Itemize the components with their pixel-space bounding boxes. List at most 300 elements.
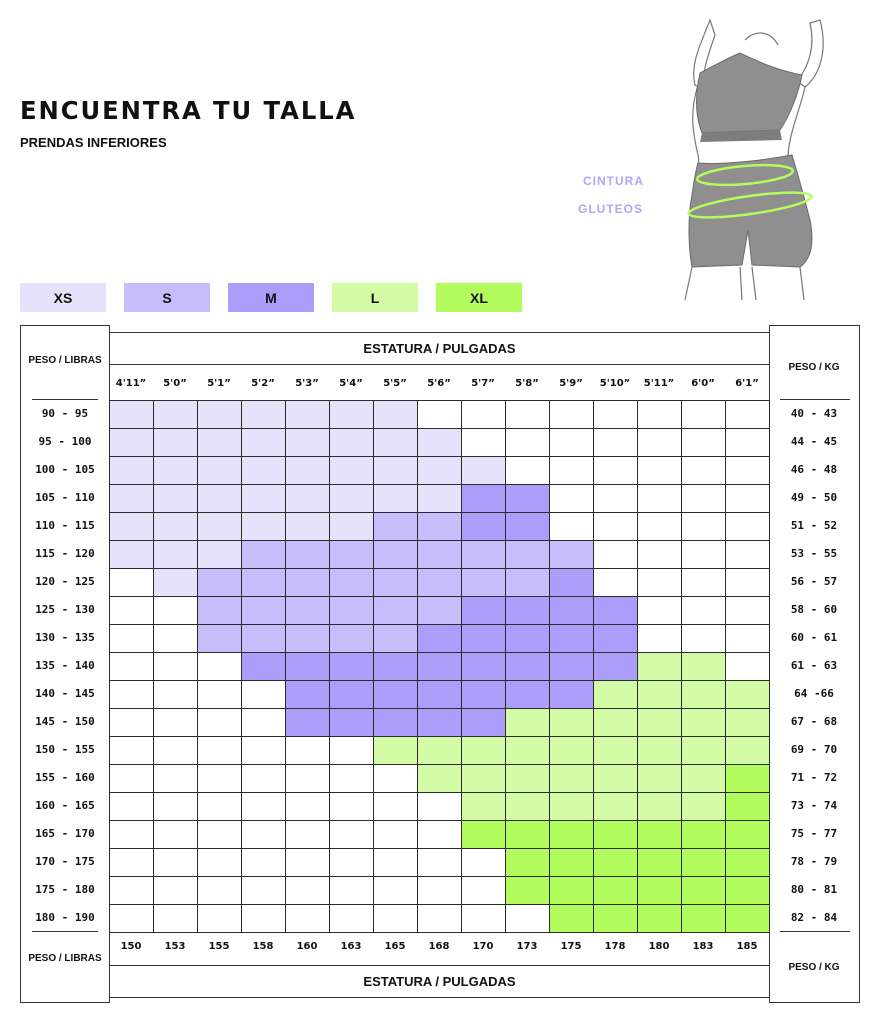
- size-cell: [550, 793, 594, 821]
- size-cell: [110, 877, 154, 905]
- top-height-header: ESTATURA / PULGADAS: [109, 332, 770, 365]
- size-cell: [462, 653, 506, 681]
- size-cell: [330, 569, 374, 597]
- size-cell: [506, 569, 550, 597]
- size-cell: [286, 681, 330, 709]
- size-cell: [242, 597, 286, 625]
- size-cell: [682, 793, 726, 821]
- size-cell: [594, 877, 638, 905]
- legend-xs: XS: [20, 283, 106, 312]
- size-cell: [374, 793, 418, 821]
- size-cell: [550, 821, 594, 849]
- size-cell: [682, 681, 726, 709]
- height-cm-label: 168: [428, 941, 450, 952]
- size-cell: [110, 849, 154, 877]
- height-inch-label: 6'1”: [735, 378, 759, 389]
- size-cell: [594, 569, 638, 597]
- size-cell: [110, 681, 154, 709]
- size-cell: [638, 821, 682, 849]
- size-cell: [110, 429, 154, 457]
- weight-lb-label: 145 - 150: [35, 715, 95, 728]
- size-cell: [110, 709, 154, 737]
- size-cell: [110, 485, 154, 513]
- size-cell: [242, 401, 286, 429]
- size-cell: [682, 513, 726, 541]
- height-inch-label: 5'1”: [207, 378, 231, 389]
- size-cell: [550, 625, 594, 653]
- size-cell: [462, 401, 506, 429]
- size-cell: [110, 541, 154, 569]
- weight-kg-label: 67 - 68: [790, 715, 838, 728]
- weight-lb-label: 115 - 120: [35, 547, 95, 560]
- size-cell: [242, 513, 286, 541]
- size-cell: [330, 905, 374, 933]
- size-cell: [418, 737, 462, 765]
- size-cell: [418, 905, 462, 933]
- size-cell: [418, 765, 462, 793]
- size-cell: [638, 793, 682, 821]
- size-cell: [198, 513, 242, 541]
- size-cell: [506, 737, 550, 765]
- size-cell: [286, 597, 330, 625]
- size-cell: [198, 569, 242, 597]
- size-cell: [374, 513, 418, 541]
- weight-lb-label: 155 - 160: [35, 771, 95, 784]
- size-cell: [110, 569, 154, 597]
- size-cell: [374, 597, 418, 625]
- size-cell: [594, 709, 638, 737]
- size-cell: [374, 653, 418, 681]
- size-cell: [638, 765, 682, 793]
- height-cm-label: 158: [252, 941, 274, 952]
- size-cell: [462, 569, 506, 597]
- size-cell: [682, 765, 726, 793]
- size-cell: [374, 541, 418, 569]
- size-cell: [198, 653, 242, 681]
- size-cell: [286, 485, 330, 513]
- size-cell: [242, 457, 286, 485]
- size-cell: [506, 905, 550, 933]
- size-cell: [726, 765, 770, 793]
- weight-kg-label: 78 - 79: [790, 855, 838, 868]
- size-cell: [682, 597, 726, 625]
- size-cell: [242, 653, 286, 681]
- size-cell: [506, 709, 550, 737]
- left-top-header: PESO / LIBRAS: [28, 355, 102, 366]
- height-cm-label: 185: [736, 941, 758, 952]
- size-cell: [198, 849, 242, 877]
- size-cell: [506, 485, 550, 513]
- weight-kg-label: 56 - 57: [790, 575, 838, 588]
- size-cell: [594, 625, 638, 653]
- size-cell: [154, 401, 198, 429]
- size-cell: [638, 485, 682, 513]
- size-cell: [594, 513, 638, 541]
- size-cell: [330, 401, 374, 429]
- size-cell: [462, 457, 506, 485]
- size-cell: [154, 681, 198, 709]
- size-cell: [154, 709, 198, 737]
- size-cell: [198, 485, 242, 513]
- size-cell: [198, 429, 242, 457]
- body-figure-illustration: [670, 15, 840, 300]
- size-cell: [682, 625, 726, 653]
- size-cell: [550, 429, 594, 457]
- height-inch-label: 5'10”: [599, 378, 631, 389]
- size-cell: [110, 765, 154, 793]
- size-cell: [506, 821, 550, 849]
- size-cell: [330, 821, 374, 849]
- weight-kg-label: 71 - 72: [790, 771, 838, 784]
- size-cell: [198, 457, 242, 485]
- size-cell: [726, 905, 770, 933]
- size-cell: [374, 849, 418, 877]
- size-cell: [594, 485, 638, 513]
- legend-s: S: [124, 283, 210, 312]
- size-cell: [286, 541, 330, 569]
- size-cell: [462, 765, 506, 793]
- height-inch-label: 5'9”: [559, 378, 583, 389]
- size-cell: [286, 793, 330, 821]
- size-cell: [242, 765, 286, 793]
- size-cell: [154, 569, 198, 597]
- weight-kg-label: 46 - 48: [790, 463, 838, 476]
- size-cell: [594, 681, 638, 709]
- size-cell: [638, 737, 682, 765]
- size-cell: [726, 401, 770, 429]
- size-cell: [462, 821, 506, 849]
- size-cell: [242, 905, 286, 933]
- weight-kg-label: 44 - 45: [790, 435, 838, 448]
- weight-lb-label: 170 - 175: [35, 855, 95, 868]
- size-cell: [506, 793, 550, 821]
- height-inch-label: 5'5”: [383, 378, 407, 389]
- size-cell: [198, 877, 242, 905]
- size-cell: [330, 597, 374, 625]
- size-cell: [154, 429, 198, 457]
- size-cell: [418, 709, 462, 737]
- height-cm-label: 175: [560, 941, 582, 952]
- size-cell: [550, 457, 594, 485]
- size-cell: [110, 793, 154, 821]
- size-cell: [506, 681, 550, 709]
- weight-kg-label: 53 - 55: [790, 547, 838, 560]
- legend-l: L: [332, 283, 418, 312]
- size-cell: [286, 905, 330, 933]
- size-cell: [682, 541, 726, 569]
- size-cell: [110, 821, 154, 849]
- size-cell: [154, 653, 198, 681]
- size-cell: [374, 709, 418, 737]
- size-cell: [418, 653, 462, 681]
- size-cell: [110, 905, 154, 933]
- height-cm-label: 178: [604, 941, 626, 952]
- size-cell: [462, 625, 506, 653]
- size-cell: [550, 905, 594, 933]
- size-cell: [198, 541, 242, 569]
- size-cell: [506, 541, 550, 569]
- size-cell: [506, 877, 550, 905]
- size-cell: [682, 737, 726, 765]
- size-cell: [198, 597, 242, 625]
- size-cell: [418, 569, 462, 597]
- size-cell: [638, 849, 682, 877]
- size-cell: [110, 625, 154, 653]
- size-cell: [726, 821, 770, 849]
- size-cell: [638, 513, 682, 541]
- size-cell: [286, 653, 330, 681]
- size-cell: [198, 793, 242, 821]
- cintura-label: CINTURA: [583, 174, 644, 188]
- weight-lb-label: 175 - 180: [35, 883, 95, 896]
- size-cell: [110, 597, 154, 625]
- legend-m: M: [228, 283, 314, 312]
- size-cell: [682, 709, 726, 737]
- weight-kg-label: 75 - 77: [790, 827, 838, 840]
- weight-kg-label: 64 -66: [794, 687, 834, 700]
- size-cell: [286, 709, 330, 737]
- size-cell: [682, 401, 726, 429]
- size-cell: [594, 821, 638, 849]
- size-cell: [198, 401, 242, 429]
- size-cell: [682, 849, 726, 877]
- bottom-height-header: ESTATURA / PULGADAS: [109, 965, 770, 998]
- size-cell: [550, 569, 594, 597]
- height-cm-label: 165: [384, 941, 406, 952]
- size-cell: [330, 877, 374, 905]
- weight-kg-label: 40 - 43: [790, 407, 838, 420]
- size-cell: [462, 737, 506, 765]
- size-cell: [330, 849, 374, 877]
- size-cell: [242, 485, 286, 513]
- size-cell: [682, 653, 726, 681]
- size-cell: [550, 597, 594, 625]
- size-cell: [638, 709, 682, 737]
- size-cell: [726, 625, 770, 653]
- size-cell: [374, 429, 418, 457]
- size-cell: [374, 625, 418, 653]
- size-cell: [638, 541, 682, 569]
- weight-kg-label: 80 - 81: [790, 883, 838, 896]
- size-cell: [330, 709, 374, 737]
- size-cell: [330, 625, 374, 653]
- weight-lb-label: 105 - 110: [35, 491, 95, 504]
- size-cell: [726, 653, 770, 681]
- size-cell: [374, 569, 418, 597]
- weight-lb-label: 90 - 95: [41, 407, 89, 420]
- size-cell: [462, 709, 506, 737]
- size-cell: [330, 765, 374, 793]
- size-cell: [638, 625, 682, 653]
- size-cell: [462, 877, 506, 905]
- size-cell: [506, 849, 550, 877]
- right-bottom-header: PESO / KG: [788, 962, 840, 973]
- height-inch-label: 5'2”: [251, 378, 275, 389]
- size-cell: [198, 765, 242, 793]
- size-cell: [198, 709, 242, 737]
- height-inch-label: 4'11”: [115, 378, 147, 389]
- weight-lb-label: 130 - 135: [35, 631, 95, 644]
- height-inch-label: 5'6”: [427, 378, 451, 389]
- size-cell: [638, 597, 682, 625]
- size-cell: [110, 457, 154, 485]
- size-cell: [154, 485, 198, 513]
- size-cell: [726, 709, 770, 737]
- size-cell: [682, 905, 726, 933]
- weight-kg-label: 73 - 74: [790, 799, 838, 812]
- size-cell: [506, 765, 550, 793]
- weight-lb-label: 120 - 125: [35, 575, 95, 588]
- weight-lb-label: 125 - 130: [35, 603, 95, 616]
- size-cell: [330, 541, 374, 569]
- size-cell: [638, 681, 682, 709]
- size-cell: [462, 905, 506, 933]
- size-cell: [242, 429, 286, 457]
- size-cell: [638, 653, 682, 681]
- size-cell: [594, 793, 638, 821]
- size-cell: [638, 569, 682, 597]
- size-cell: [286, 877, 330, 905]
- size-cell: [682, 457, 726, 485]
- size-cell: [726, 877, 770, 905]
- size-cell: [462, 429, 506, 457]
- size-cell: [594, 429, 638, 457]
- size-cell: [726, 681, 770, 709]
- size-cell: [154, 597, 198, 625]
- weight-kg-label: 82 - 84: [790, 911, 838, 924]
- size-cell: [638, 877, 682, 905]
- size-cell: [374, 457, 418, 485]
- size-cell: [550, 541, 594, 569]
- size-cell: [550, 485, 594, 513]
- size-cell: [198, 905, 242, 933]
- size-cell: [198, 821, 242, 849]
- size-cell: [418, 681, 462, 709]
- size-cell: [110, 513, 154, 541]
- size-cell: [286, 821, 330, 849]
- size-cell: [726, 849, 770, 877]
- size-cell: [462, 513, 506, 541]
- weight-lb-label: 180 - 190: [35, 911, 95, 924]
- size-cell: [242, 625, 286, 653]
- size-cell: [462, 597, 506, 625]
- weight-kg-label: 49 - 50: [790, 491, 838, 504]
- size-cell: [374, 821, 418, 849]
- size-cell: [154, 877, 198, 905]
- weight-kg-label: 51 - 52: [790, 519, 838, 532]
- size-cell: [242, 877, 286, 905]
- size-cell: [462, 541, 506, 569]
- size-cell: [330, 429, 374, 457]
- size-cell: [726, 597, 770, 625]
- size-cell: [242, 541, 286, 569]
- weight-lb-label: 110 - 115: [35, 519, 95, 532]
- size-cell: [242, 821, 286, 849]
- size-cell: [154, 821, 198, 849]
- size-cell: [286, 765, 330, 793]
- size-cell: [550, 401, 594, 429]
- size-cell: [418, 821, 462, 849]
- size-cell: [110, 653, 154, 681]
- size-cell: [682, 821, 726, 849]
- size-cell: [550, 681, 594, 709]
- size-cell: [682, 485, 726, 513]
- size-cell: [726, 429, 770, 457]
- size-cell: [726, 541, 770, 569]
- size-cell: [594, 765, 638, 793]
- size-cell: [418, 429, 462, 457]
- page-subtitle: PRENDAS INFERIORES: [20, 135, 167, 150]
- size-cell: [286, 569, 330, 597]
- size-cell: [506, 513, 550, 541]
- size-cell: [242, 737, 286, 765]
- height-cm-label: 170: [472, 941, 494, 952]
- size-cell: [550, 765, 594, 793]
- size-cell: [506, 401, 550, 429]
- height-inch-label: 5'8”: [515, 378, 539, 389]
- height-inch-label: 5'3”: [295, 378, 319, 389]
- size-cell: [506, 625, 550, 653]
- size-cell: [550, 877, 594, 905]
- size-cell: [682, 877, 726, 905]
- size-cell: [506, 653, 550, 681]
- size-cell: [506, 597, 550, 625]
- size-cell: [550, 709, 594, 737]
- size-cell: [682, 569, 726, 597]
- size-cell: [726, 513, 770, 541]
- size-cell: [726, 737, 770, 765]
- size-cell: [154, 541, 198, 569]
- size-cell: [198, 737, 242, 765]
- size-cell: [154, 737, 198, 765]
- size-cell: [418, 485, 462, 513]
- size-cell: [374, 485, 418, 513]
- size-cell: [550, 653, 594, 681]
- weight-lb-label: 165 - 170: [35, 827, 95, 840]
- size-cell: [286, 401, 330, 429]
- size-cell: [330, 485, 374, 513]
- size-cell: [198, 625, 242, 653]
- size-cell: [242, 849, 286, 877]
- size-cell: [550, 513, 594, 541]
- size-cell: [374, 401, 418, 429]
- size-cell: [286, 849, 330, 877]
- size-cell: [418, 513, 462, 541]
- size-cell: [418, 457, 462, 485]
- weight-kg-label: 58 - 60: [790, 603, 838, 616]
- size-cell: [462, 849, 506, 877]
- size-cell: [198, 681, 242, 709]
- size-cell: [726, 485, 770, 513]
- size-cell: [242, 709, 286, 737]
- size-cell: [462, 793, 506, 821]
- size-cell: [594, 653, 638, 681]
- size-cell: [374, 765, 418, 793]
- height-inch-label: 5'11”: [643, 378, 675, 389]
- height-inch-label: 5'7”: [471, 378, 495, 389]
- size-cell: [726, 793, 770, 821]
- size-cell: [242, 793, 286, 821]
- height-cm-label: 180: [648, 941, 670, 952]
- size-cell: [154, 793, 198, 821]
- size-cell: [110, 401, 154, 429]
- size-cell: [286, 737, 330, 765]
- size-cell: [462, 485, 506, 513]
- size-cell: [682, 429, 726, 457]
- size-cell: [154, 765, 198, 793]
- size-cell: [374, 681, 418, 709]
- size-cell: [330, 653, 374, 681]
